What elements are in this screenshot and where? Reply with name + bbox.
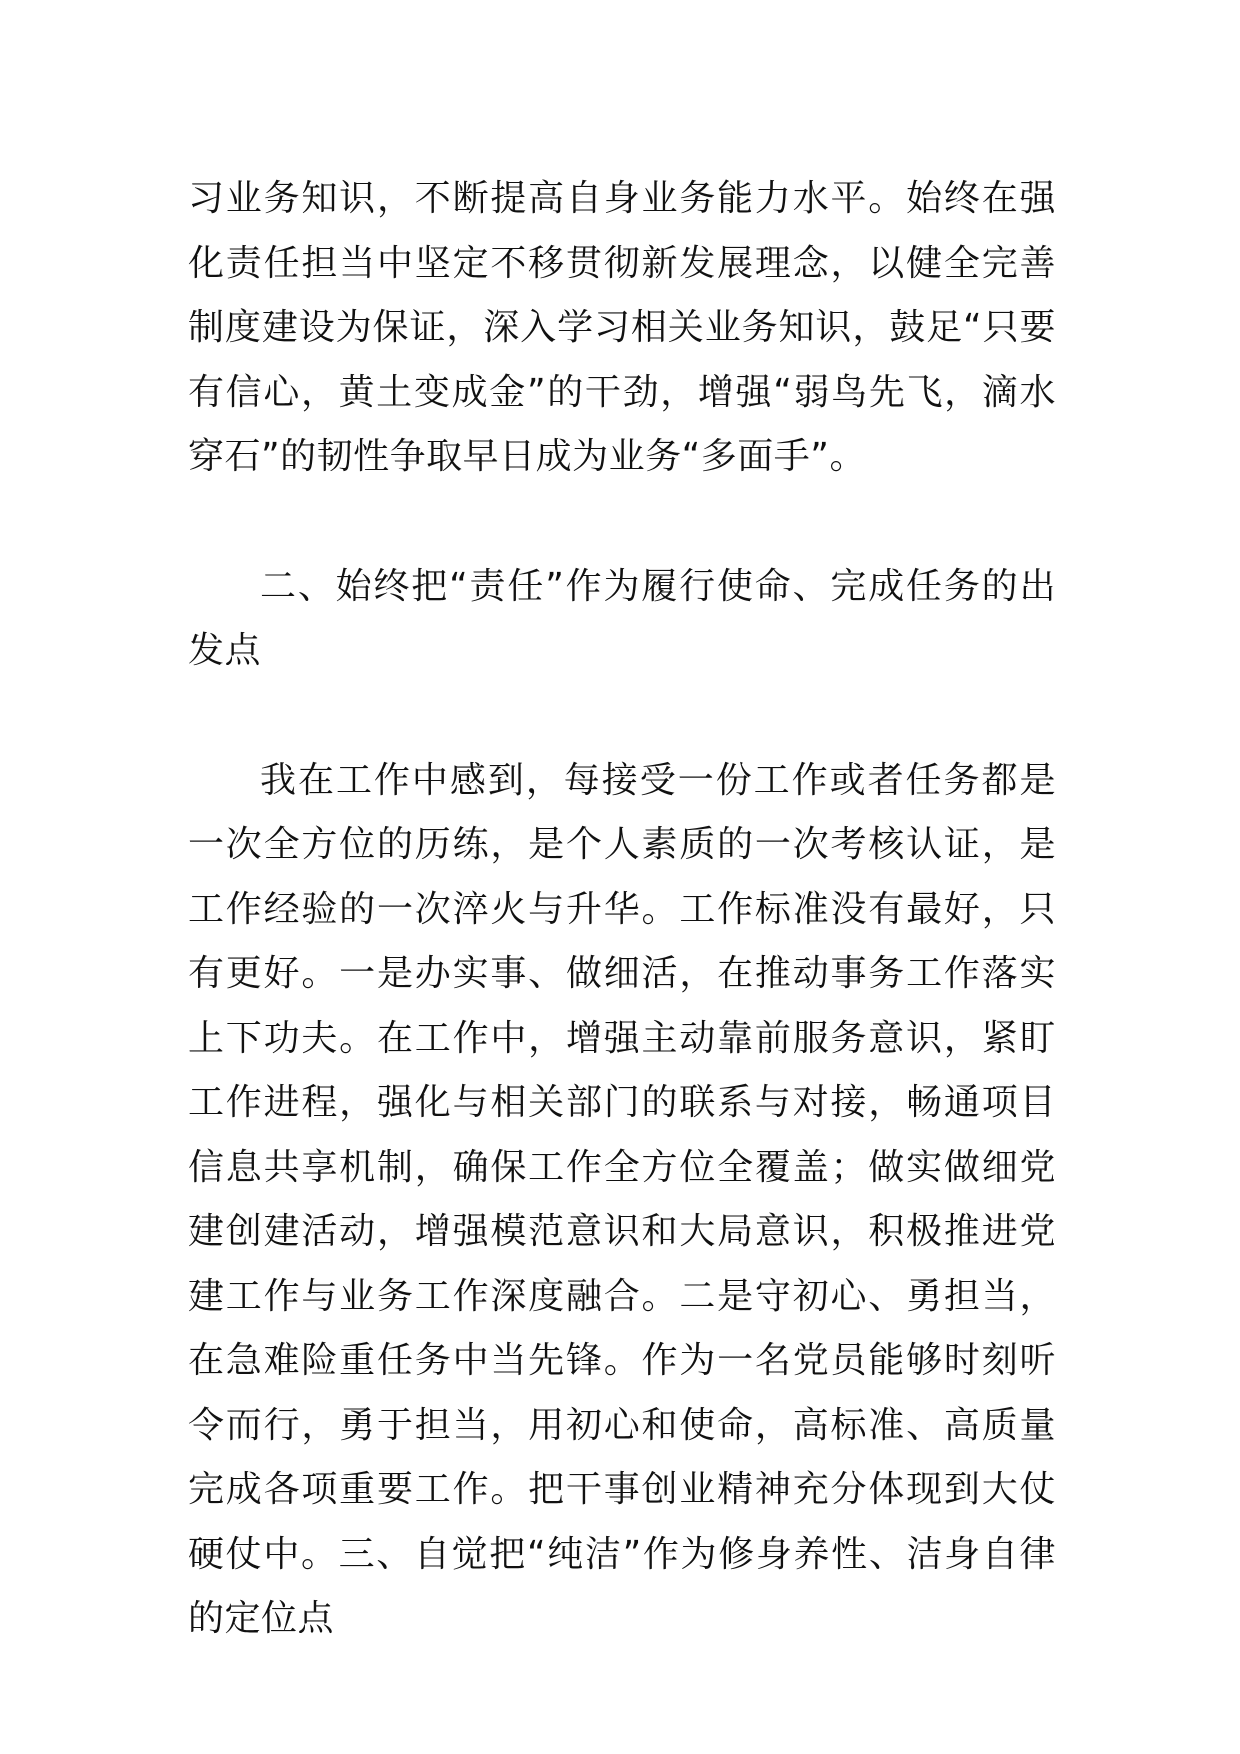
document-page [188,167,1056,1652]
section-heading-2: 二、始终把“责任”作为履行使命、完成任务的出发点 [188,565,1056,671]
paragraph-body: 我在工作中感到，每接受一份工作或者任务都是一次全方位的历练，是个人素质的一次考核认证，是工作经验的一次淬火与升华。工作标准没有最好，只有更好。一是办实事、做细活，在推动事务工作落实上下功夫。在工作中，增强主动靠前服务意识，紧盯工作进程，强化与相关部门的联系与对接，畅通项目信息共享机制，确保工作全方位全覆盖；做实做细党建创建活动，增强模范意识和大局意识，积极推进党建工作与业务工作深度融合。二是守初心、勇担当，在急难险重任务中当先锋。作为一名党员能够时刻听令而行，勇于担当，用初心和使命，高标准、高质量完成各项重要工作。把干事创业精神充分体现到大仗硬仗中。三、自觉把“纯洁”作为修身养性、洁身自律的定位点 [188,759,1056,1639]
paragraph-continuation: 习业务知识，不断提高自身业务能力水平。始终在强化责任担当中坚定不移贯彻新发展理念，以健全完善制度建设为保证，深入学习相关业务知识，鼓足“只要有信心，黄土变成金”的干劲，增强“弱鸟先飞，滴水穿石”的韧性争取早日成为业务“多面手”。 [188,178,1056,477]
